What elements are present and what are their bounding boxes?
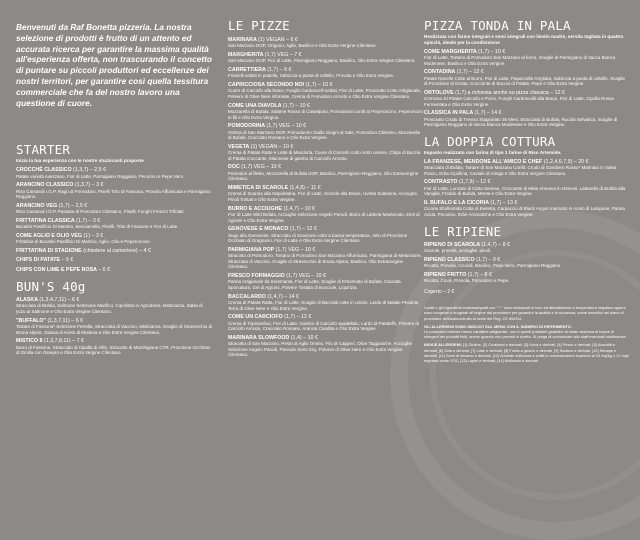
menu-column-left bbox=[16, 0, 212, 455]
intro-text: Benvenuti da Raf Bonetta pizzeria. La nostra selezione di prodotti è frutto di un attento ed accurata ricerca per garantire la massima qualità all'esperienza offerta, non trascurando il concetto di puntare su piccoli produttori ed eccellenze dei nostri territori, per garantire così quella tessitura commerciale che fa del nostro lavoro una questione di cuore. bbox=[16, 22, 212, 108]
menu-item-name: FRESCO FORMAGGIO bbox=[228, 272, 285, 279]
starter-section bbox=[16, 142, 212, 273]
menu-item-price: (1,7) VEG – 10 € bbox=[241, 164, 282, 171]
menu-item bbox=[16, 318, 212, 336]
menu-item-description: Riso Carnaroli I.G.P, Passata di Pomodoro Cilentano, Piselli, Funghi Freschi Trifolati. bbox=[16, 209, 185, 215]
menu-item-description: Fior di Latte, Tortano di Pomodoro San Marzano al forno, Scaglie di Parmigiano di Vacca Bianca Modenese, Basilico e Olio Extra Vergine. bbox=[424, 55, 616, 66]
menu-item bbox=[228, 273, 424, 291]
menu-item-name-line bbox=[16, 257, 212, 263]
menu-item-description: Crema di Patata Ratte e Latte di Mandorla, Cuore di Carciofo cotto sotto cenere, Chips di Buccia di Patata croccante, Maionese di gambo di Carciofo Arrosto. bbox=[228, 150, 421, 161]
pala-title: PIZZA TONDA IN PALA bbox=[424, 18, 571, 33]
menu-item-price: (1,7) – 3 € bbox=[76, 217, 101, 224]
menu-item bbox=[424, 49, 629, 67]
menu-item-description: Ricotta, Cicoli, Provola, Pomodoro e Pepe. bbox=[424, 277, 510, 283]
menu-item-name: RIPIENO DI SCAROLA bbox=[424, 241, 481, 248]
allergen-notes bbox=[424, 305, 629, 363]
menu-item bbox=[424, 257, 629, 269]
menu-item bbox=[228, 52, 424, 64]
allergens-note: Le produzioni interne hanno carattere artigianale, non è quindi possibile garantire la totale assenza di tracce di allergeni nei prodotti finiti, anche quando non previsti in ricetta. Si prega di comunicare allo staff eventuali intolleranze. bbox=[424, 328, 627, 340]
menu-item-price: (1,2,4,6,7,9) – 20 € bbox=[543, 158, 589, 165]
menu-item bbox=[16, 257, 212, 263]
menu-item bbox=[16, 297, 212, 315]
menu-item-name: ALASKA bbox=[16, 296, 38, 303]
menu-item bbox=[228, 82, 424, 100]
coperto: Coperto – 2 € bbox=[424, 288, 455, 295]
menu-item-price: (1,4,7) – 10 € bbox=[283, 205, 315, 212]
menu-item-name: ARANCINO CLASSICO bbox=[16, 182, 74, 189]
menu-item-description: Stracciata di Bufala, Salmone Selezione Marifico, Cipollotto in Agrodolce, Misticanza, Salsa di yuzu al Salmone e Olio Extra Vergine Cilentano. bbox=[16, 303, 203, 314]
menu-item-price: (1,3,7) – 3 € bbox=[74, 182, 104, 189]
menu-item bbox=[16, 167, 212, 179]
menu-item-price: (1,4,7) – 14 € bbox=[267, 293, 299, 300]
menu-item-price: (1,7) – 12 € bbox=[289, 226, 317, 233]
menu-item bbox=[16, 203, 212, 215]
menu-item-description: Cremoso Di Patate Carciofo e Porro, Funghi Cardoncelli alla Brace, Fior di Latte, Cipolla Rossa Fermentata e Olio Extra Vergine. bbox=[424, 96, 614, 107]
menu-item bbox=[228, 37, 424, 49]
menu-item-price: (1,7) VEG – 10 € bbox=[266, 123, 307, 130]
starter-title: STARTER bbox=[16, 142, 71, 158]
menu-item-name-line bbox=[16, 267, 212, 273]
menu-item-description: Tartare di Fassona* Selezione Ferrella, Stracciata di Vaccino, Misticanza, Scaglie di Stravecchio di Bruna Alpina, Glassa di Aceto di Modena e Olio Extra Vergine Cilentano. bbox=[16, 323, 213, 335]
buns-section bbox=[16, 279, 212, 356]
menu-item bbox=[16, 338, 212, 356]
menu-item-name: COME AGLIO E OLIO VEG bbox=[16, 232, 83, 239]
menu-item bbox=[228, 164, 424, 182]
menu-item-price: (1,4,7) – 8 € bbox=[481, 241, 511, 248]
menu-item-description: Frittatina di Bucatini Pastificio Di Martino, Aglio, Olio e Peperoncino. bbox=[16, 239, 151, 245]
menu-item-name: BACCALARDO bbox=[228, 293, 266, 300]
menu-item-name: ARANCINO VEG bbox=[16, 202, 58, 209]
menu-item bbox=[424, 159, 629, 177]
menu-item-name: MISTICO 8 bbox=[16, 338, 43, 345]
menu-item-description: Crema di Scarola alla Napoletana, Fior di Latte, Scarole alla Brace, Uvetta Sultanina, Acciughe, Pinoli Tostati e Olio Extra Vergine. bbox=[228, 191, 419, 202]
menu-item-name: COME UN CARCIOFO bbox=[228, 314, 283, 321]
menu-item-name: IL BUFALO E LA CICORIA bbox=[424, 199, 489, 206]
menu-item-name: COME UNA DIAVOLA bbox=[228, 102, 282, 109]
menu-item bbox=[424, 90, 629, 108]
menu-item bbox=[424, 179, 629, 197]
menu-item bbox=[228, 247, 424, 270]
menu-item-name: BURRO E ACCIUGHE bbox=[228, 205, 282, 212]
menu-item bbox=[424, 69, 629, 87]
menu-item-price: (1,7,9) – 12 € bbox=[458, 179, 491, 186]
menu-item-name: "BUFFALO" bbox=[16, 317, 47, 324]
menu-item-name: GENOVESE E MONACO bbox=[228, 226, 289, 233]
menu-item-name: PARMIGIANA POP bbox=[228, 246, 275, 253]
menu-item-name: MARINARA SLOWFOOD bbox=[228, 334, 290, 341]
menu-item-price: (1,7) – 13 € bbox=[490, 199, 518, 206]
menu-item-name: CHIPS CON LIME E PEPE ROSA bbox=[16, 266, 97, 273]
menu-item-name: VEGETA bbox=[228, 143, 250, 150]
menu-item-description: Stracotto di Pomodoro, Tortano di Pomodoro San Marzano Affumicato, Parmigiana di Melanzane, Stracciata di Vaccino, Scaglie di Stravecchio di Bruna Alpina, Basilico, Olio Extravergine Cilentano. bbox=[228, 253, 422, 270]
menu-item-description: Patate varietà Avezzano, Fior di Latte, Parmigiano Reggiano, Pecorino e Pepe Nero. bbox=[16, 173, 185, 179]
menu-item-description: Cuore di Carciofo alla brace, Funghi Cardoncelli saltati, Fior di Latte, Prosciutto Cotto Artigianale, Polvere di Olive Nere infornate, Crema di Pomodoro Arrosto e Olio Extra Vergine Cilentano. bbox=[228, 88, 422, 99]
menu-item-name: CONTRASTO bbox=[424, 179, 458, 186]
menu-item bbox=[228, 294, 424, 312]
menu-item-name: RIPIENO CLASSICO bbox=[424, 256, 475, 263]
menu-item-price: (1,7) – 10 € bbox=[305, 82, 333, 88]
menu-item-description: Crema di Patata Ratta, Fior di Latte, Scaglie di Baccalà cotte in umido, Lardo di Maiale Pesante, Terra di Olive Nere e Olio Extra Vergine. bbox=[228, 299, 420, 311]
menu-item-price: (1,7) – 12 € bbox=[284, 314, 312, 321]
menu-item-price: (1) VEGAN – 10 € bbox=[250, 143, 294, 150]
menu-item bbox=[16, 218, 212, 230]
menu-item-price: (1,7) a richiesta anche su pizza classica – 12 € bbox=[455, 89, 565, 96]
menu-item-name: FRITTATINA CLASSICA bbox=[16, 217, 75, 224]
buns-title: BUN'S 40g bbox=[16, 278, 86, 294]
menu-item-price: (1,3,7,11) – 6 € bbox=[47, 317, 84, 324]
menu-item-description: Ombra di San Marzano DOP, Pomodorino Giallo Giagni al Sale, Pomodoro Cilentino, Mozzarella di Bufala, Crocciato Romano e Olio Extra Vergine. bbox=[228, 129, 421, 141]
menu-item-price: (1,7) VEG – 7 € bbox=[264, 52, 302, 58]
menu-item-description: Crema di Topinambur, Fior di Latte, Gambo di Carciofo spadellato, Lardo di Pataleffo, Polvere di Carciofo Arrosto, Cracciato Romano, Arancia Candita e Olio Extra Vergine. bbox=[228, 320, 419, 332]
menu-item-description: Fior di Latte Wild Bufala, Acciughe Selezione Angelo Parodi, Burro di Latteria Mantecato, Zest di Agrumi e Olio Extra Vergine. bbox=[228, 211, 420, 223]
menu-item-name: CARRETTIERA bbox=[228, 67, 266, 73]
menu-column-center bbox=[228, 0, 424, 455]
menu-item-name: MARINARA bbox=[228, 37, 257, 43]
menu-item-name: COME MARGHERITA bbox=[424, 48, 477, 55]
menu-item-name: ORTOLOVE bbox=[424, 89, 454, 96]
menu-item-price: (1,7) – 10 € bbox=[478, 48, 506, 55]
menu-item-name: CAPRICCIOSA SECONDO NOI bbox=[228, 82, 305, 88]
menu-item-price: (1,7) – 9 € bbox=[476, 256, 501, 263]
menu-item bbox=[228, 226, 424, 244]
menu-item bbox=[228, 144, 424, 162]
menu-item-description: San Marzano DOP, Origano, Aglio, Basilico e Olio Extra Vergine Cilentano. bbox=[228, 43, 377, 49]
menu-item-price: (1,3,7,8,11) – 7 € bbox=[43, 338, 84, 345]
menu-item-name: LA FRANZESE, MENDONE ALL'AMICO E CHEF bbox=[424, 158, 543, 165]
cottura-title: LA DOPPIA COTTURA bbox=[424, 133, 556, 149]
menu-item bbox=[16, 233, 212, 245]
menu-item-price: (1,3,4,7,11) – 6 € bbox=[39, 296, 80, 303]
menu-item-price: (1) – 3 € bbox=[83, 232, 104, 239]
starter-subtitle: Inizia la tua esperienza con le nostre stuzzicanti proposte bbox=[16, 158, 144, 164]
menu-item-description: Stracciata di Bufala, Tartare di San Marzano Confit, Crudo di Gambero Rosso* Marinato in Salsa Ponzu, Erba Cipollina, Caviale di Aringa e Olio Extra Vergine Cilentano. bbox=[424, 165, 617, 176]
menu-item-price: – 6 € bbox=[98, 266, 111, 273]
menu-item-description: Panna Artigianale da Scremanta, Fior di Latte, Scaglie di Erborinato di Bufala, Caciotta Sporcatura, Gel di Agrumi, Polvere Tostata di Nocciole, Liquirizia. bbox=[228, 279, 401, 290]
menu-item bbox=[228, 206, 424, 224]
menu-item-name: MIMETICA DI SCAROLE bbox=[228, 184, 289, 191]
menu-item-price: (1,7) VEG – 10 € bbox=[275, 246, 316, 253]
menu-item-price: – 5 € bbox=[61, 257, 74, 264]
menu-item-name: MARGHERITA bbox=[228, 52, 264, 58]
menu-item-description: San Marzano DOP, Fior di Latte, Parmigiano Reggiano, Basilico, Olio Extra Vergine Cilentano. bbox=[228, 58, 416, 64]
menu-item bbox=[228, 67, 424, 79]
menu-item-price: (1,7) – 10 € bbox=[282, 102, 310, 109]
menu-item-name: CHIPS DI PATATE bbox=[16, 257, 61, 264]
menu-item-description: Burro di Fassone, Stracciato di Cipolla di Alife, Stracotto di Marchigiana CTR, Provolone Occhiato di Ginilia con Ginepro e Olio Extra Vergine Cilentano. bbox=[16, 344, 211, 356]
pala-subtitle: Realizzata con farine integrali e semi integrali con lievito madre, servita tagliata in quattro spicchi, ideale per la condivisione bbox=[424, 34, 624, 45]
menu-item-description: Cicoria Sbollentata Cotta di Bietetta, Carpaccio di Black Angus marinato in Aceto di Lampone, Panna Acida, Pecorino, Erbe Aromatiche e Olio Extra Vergine. bbox=[424, 206, 625, 217]
menu-item-description: Friarielli saltati in padella, Salsiccia a punta di coltello, Provola e Olio Extra Vergine. bbox=[228, 73, 395, 79]
menu-item-name-line bbox=[16, 248, 212, 254]
ripiene-title: LE RIPIENE bbox=[424, 223, 502, 239]
frozen-note: I piatti o gli ingredienti contrassegnati con " * " sono sottoposti in loco ad abbattimento a temperatura negativa oppure sono congelati o surgelati all'origine dal produttore per garantire la qualità e la sicurezza, come descritto nel piano di procedure dell'autocontrollo ai sensi del Reg. CE 852/04. bbox=[424, 305, 626, 321]
allergen-index: [1] Glutine, [2] Crostacei e derivati, [3] Uova e derivati, [4] Pesce e derivati, [5] Arachidi e derivati, [6] Soia e derivati, [7] Latte e derivati, [8] Frutta a guscio e derivati, [9] Sedano e derivati, [10] Senape e derivati, [11] Semi di sesamo e derivati, [12] Anidride solforosa e solfiti in concentrazioni superiori ai 10 mg/kg o 10 mg/l espressi come SO2, [13] Lupini e derivati, [14] Molluschi e derivati. bbox=[424, 342, 629, 363]
menu-item-name: CROCCHÈ CLASSICO bbox=[16, 167, 72, 174]
menu-item bbox=[228, 335, 424, 358]
menu-item-name: RIPIENO FRITTO bbox=[424, 271, 467, 278]
menu-item-name: CONTADINA bbox=[424, 69, 456, 76]
menu-item bbox=[424, 110, 629, 128]
menu-item-price: (1,7) – 9 € bbox=[267, 67, 292, 73]
menu-item-description: Sugo alla Genovese, Stracciato di Scamone cotto a bassa temperatura, Velo di Provolone Occhiato di Gragnano, Fior di Latte e Olio Extra Vergine Cilentano. bbox=[228, 232, 408, 244]
menu-item-name: POMODORINA bbox=[228, 123, 265, 130]
menu-item-price: (1,7) – 12 € bbox=[456, 69, 484, 76]
menu-item-price: (chiedere al cameriere) – 4 € bbox=[83, 247, 151, 254]
menu-item-price: (1) VEGAN – 6 € bbox=[258, 37, 298, 43]
menu-item-name: CLASSICA IN PALA bbox=[424, 110, 473, 117]
menu-item-description: Fior di Latte, Lonzato di Cinta Senese, Croccante di Mela Annurca in Osmosi, Lattarello di Bufala alla Vaniglia, Freddo di Bufala, Menta e Olio Extra Vergine. bbox=[424, 185, 626, 197]
menu-item-description: Pomodori al filetto, Mozzarella di Bufala DOP, Basilico, Parmigiano Reggiano, Olio Extravergine Cilentano. bbox=[228, 170, 419, 182]
allergen-index-title: INDICE ALLERGENI: bbox=[424, 342, 462, 348]
menu-item bbox=[228, 103, 424, 121]
menu-item bbox=[16, 248, 212, 254]
menu-item-price: (1,4,8) – 11 € bbox=[289, 184, 321, 191]
menu-item-price: (1,4) – 10 € bbox=[290, 334, 318, 341]
menu-item-description: Bucatini Pastificio Di Martino, Besciamella, Piselli, Trito di Fassona e Fior di Latte. bbox=[16, 224, 179, 230]
menu-item-description: Scarole, provola, acciughe, pinoli. bbox=[424, 247, 492, 253]
menu-column-right bbox=[424, 0, 629, 455]
menu-item bbox=[16, 182, 212, 200]
menu-item-description: Patate Novelle Cotte al Burro, Fior di Latte, Papaccella Grigliata, Salsiccia a punta di coltello, Scaglie di Provolone di Grotta, Croccante di Buccia di Patate, Pepe e Olio Extra Vergine. bbox=[424, 75, 625, 87]
menu-item bbox=[228, 314, 424, 332]
menu-item bbox=[16, 267, 212, 273]
menu-item-price: (1,7) – 14 € bbox=[474, 110, 502, 117]
menu-item bbox=[424, 200, 629, 218]
menu-item-price: (1,7) VEG – 10 € bbox=[286, 272, 327, 279]
menu-item-description: Stracotto di San Marzano, Pesto di Aglio Orsino, Filo di Capperi, Olive Taggiasche, Acciughe Selezione Angelo Parodi, Pannolo Semi Siry, Polvere di Olive Nere e Olio Extra Vergine Cilentano. bbox=[228, 341, 413, 358]
allergens-title: GLI ALLERGENI SONO INDICATI SUL MENU CON IL NUMERO DI RIFERIMENTO. bbox=[424, 323, 572, 329]
menu-item-description: Ricotta, Provola, Ciccioli, Basilico, Pepe Nero, Parmigiano Reggiano. bbox=[424, 262, 562, 268]
menu-item bbox=[228, 123, 424, 141]
pizze-title: LE PIZZE bbox=[228, 18, 290, 33]
menu-item-name: FRITTATINA DI STAGIONE bbox=[16, 247, 82, 254]
menu-item-description: Riso Carnaroli I.G.P, Ragù di Pomodoro, Piselli Trito di Fassona, Provola Affumicata e Parmigiano Reggiano. bbox=[16, 188, 211, 200]
menu-item bbox=[228, 185, 424, 203]
menu-item-name: DOC bbox=[228, 164, 240, 171]
menu-item-price: (1,7) – 2,5 € bbox=[58, 202, 88, 209]
menu-item-price: (1,7) – 8 € bbox=[467, 271, 492, 278]
menu-item bbox=[424, 272, 629, 284]
menu-item bbox=[424, 242, 629, 254]
menu-item-description: Prosciutto Crudo di Treviso Stagionato 36 Mesi, Stracciata di Bufala, Rucola Selvatica, Scaglie di Parmigiano Reggiano di Vacca Bianca Modenese e Olio Extra Vergine. bbox=[424, 116, 618, 128]
menu-item-price: (1,3,7) – 2,5 € bbox=[73, 167, 107, 174]
menu-item-description: Mozzarella di Bufala, Salame Rosso di Castelpoto, Pomodorini confit al Peperoncino, Peperoncini in fili e Olio Extra Vergine. bbox=[228, 109, 423, 120]
cottura-subtitle: Impasto realizzato con farina di tipo 1 farine di Riso Artemide. bbox=[424, 149, 562, 155]
